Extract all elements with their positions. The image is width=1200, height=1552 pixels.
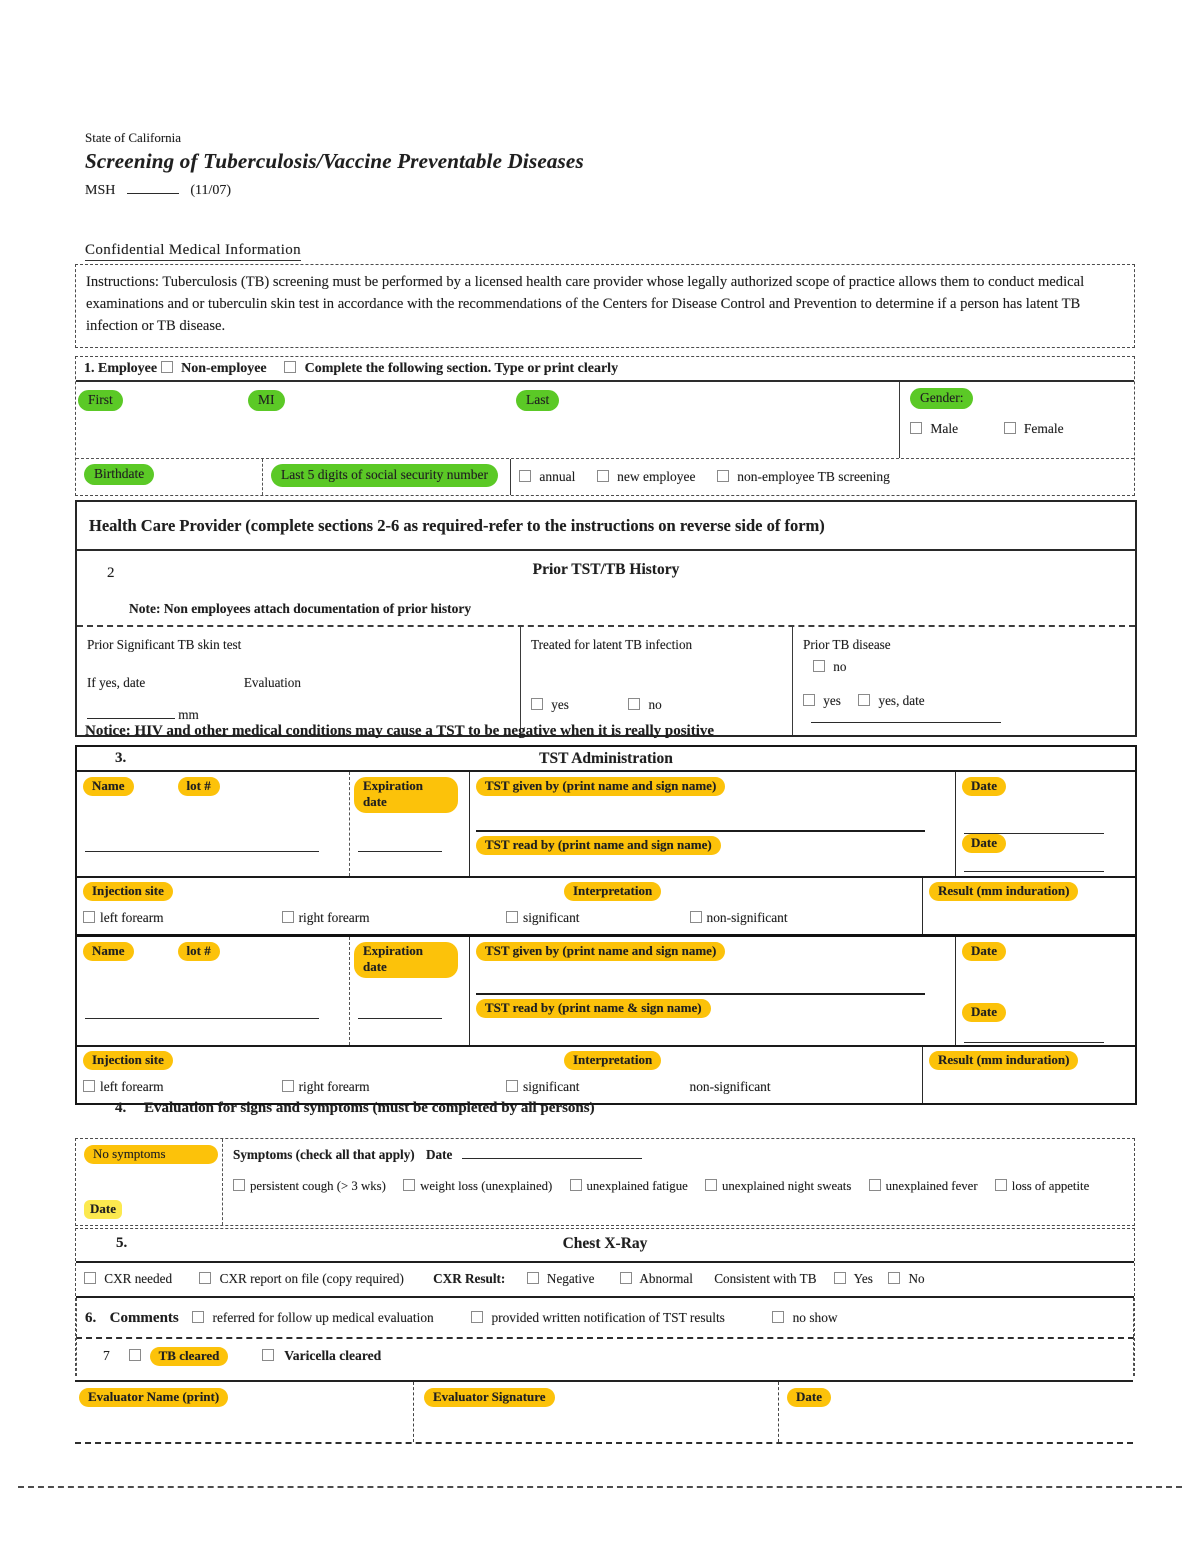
tst1-expiration-blank[interactable] (358, 838, 442, 852)
disease-yes-label: yes (823, 693, 841, 708)
comments-label: Comments (109, 1310, 179, 1326)
tst1-date-given-label: Date (962, 777, 1006, 796)
tst2-signature-rule (476, 993, 925, 995)
screening-type-cell (510, 459, 1134, 495)
tst1-date-read-label: Date (962, 834, 1006, 853)
section2-heading: Prior TST/TB History (532, 561, 680, 578)
tst1-result-cell (922, 878, 1135, 934)
checkbox-tst2-left-forearm[interactable] (83, 1080, 95, 1092)
tst1-date-read-blank[interactable] (964, 858, 1104, 872)
checkbox-tst2-significant[interactable] (506, 1080, 518, 1092)
form-number-line (85, 180, 584, 199)
tst2-givenby-cell (469, 937, 955, 1045)
section3-tst-box (75, 745, 1137, 1105)
tst2-dates-cell (955, 937, 1135, 1045)
birthdate-cell (76, 459, 262, 495)
tst-block2-injection-row (77, 1045, 1135, 1103)
cxr-needed-label: CXR needed (104, 1271, 173, 1286)
checkbox-male[interactable] (910, 422, 922, 434)
section2-note: Note: Non employees attach documentation of prior history (129, 601, 472, 616)
tst-block2-main (77, 934, 1135, 1045)
tst1-non-significant-label: non-significant (706, 910, 788, 925)
checkbox-appetite[interactable] (995, 1179, 1007, 1191)
checkbox-referred[interactable] (192, 1311, 204, 1323)
symptoms-date-blank[interactable] (462, 1145, 642, 1159)
tst2-expiration-cell (349, 937, 469, 1045)
checkbox-cxr-abnormal[interactable] (620, 1272, 632, 1284)
checkbox-cxr-report[interactable] (199, 1272, 211, 1284)
varicella-cleared-label: Varicella cleared (284, 1348, 382, 1363)
tst1-expiration-cell (349, 772, 469, 876)
prior-history-row (77, 627, 1135, 735)
checkbox-cxr-no[interactable] (888, 1272, 900, 1284)
tst2-significant-label: significant (523, 1079, 580, 1094)
checkbox-disease-yes[interactable] (803, 694, 815, 706)
checkbox-tst1-significant[interactable] (506, 911, 518, 923)
checkbox-non-employee-screening[interactable] (717, 470, 729, 482)
section1-body (76, 382, 1134, 458)
health-care-provider-box (75, 500, 1137, 737)
form-number-blank[interactable] (127, 180, 179, 194)
tst1-interpretation-cell (480, 878, 922, 934)
cxr-no-label: No (908, 1271, 925, 1286)
middle-initial-label: MI (248, 390, 285, 411)
cxr-yes-label: Yes (853, 1271, 873, 1286)
form-code: MSH (85, 183, 116, 198)
checkbox-cxr-needed[interactable] (84, 1272, 96, 1284)
last-name-label: Last (516, 390, 559, 411)
tst2-expiration-label: Expiration date (354, 942, 458, 978)
first-name-label: First (78, 390, 123, 411)
gender-options (910, 421, 1134, 437)
if-yes-date-label: If yes, date (87, 675, 146, 690)
tst1-lot-label: lot # (178, 777, 220, 796)
section4-heading: Evaluation for signs and symptoms (must be completed by all persons) (144, 1100, 595, 1116)
tst2-non-significant-label: non-significant (689, 1079, 771, 1094)
tst2-expiration-blank[interactable] (358, 1005, 442, 1019)
tst2-injection-cell (77, 1047, 480, 1103)
section5-number: 5. (116, 1235, 128, 1251)
new-employee-label: new employee (617, 469, 696, 484)
tst2-name-cell (77, 937, 349, 1045)
gender-label: Gender: (910, 388, 973, 409)
tst2-result-label: Result (mm induration) (929, 1051, 1078, 1070)
tst1-givenby-label: TST given by (print name and sign name) (476, 777, 725, 796)
disease-no-label: no (833, 659, 847, 674)
checkbox-provided-notification[interactable] (471, 1311, 483, 1323)
evaluator-signature-cell (413, 1382, 778, 1442)
tst2-readby-label: TST read by (print name & sign name) (476, 999, 711, 1018)
tst2-left-forearm-label: left forearm (100, 1079, 164, 1094)
tst1-dates-cell (955, 772, 1135, 876)
evaluator-row (75, 1380, 1133, 1444)
section4-number: 4. (115, 1100, 127, 1116)
tst2-interpretation-label: Interpretation (564, 1051, 661, 1070)
section2-number: 2 (107, 565, 115, 581)
checkbox-varicella-cleared[interactable] (262, 1349, 274, 1361)
tst2-injection-label: Injection site (83, 1051, 173, 1070)
checkbox-tst1-right-forearm[interactable] (282, 911, 294, 923)
checkbox-night-sweats[interactable] (705, 1179, 717, 1191)
scan-artifact-line (18, 1486, 1182, 1488)
form-title: Screening of Tuberculosis/Vaccine Preventable Diseases (85, 149, 584, 173)
checkbox-cxr-negative[interactable] (527, 1272, 539, 1284)
section1-row2 (76, 458, 1134, 495)
tst1-name-cell (77, 772, 349, 876)
evaluation-label: Evaluation (243, 675, 301, 690)
checkbox-weight-loss[interactable] (403, 1179, 415, 1191)
tst1-interpretation-label: Interpretation (564, 882, 661, 901)
section7-number: 7 (103, 1348, 110, 1363)
checkbox-annual[interactable] (519, 470, 531, 482)
section6-number: 6. (85, 1310, 97, 1326)
section2-prior-history (77, 551, 1135, 627)
provider-title: Health Care Provider (complete sections 2-6 as required-refer to the instructions on reverse side of form) (77, 502, 1135, 551)
symptom-cough-label: persistent cough (> 3 wks) (250, 1179, 386, 1193)
symptom-night-sweats-label: unexplained night sweats (721, 1179, 852, 1193)
tst2-name-blank[interactable] (85, 1005, 319, 1019)
non-employee-screening-label: non-employee TB screening (737, 469, 890, 484)
tst2-right-forearm-label: right forearm (298, 1079, 370, 1094)
tst2-result-cell (922, 1047, 1135, 1103)
checkbox-non-employee[interactable] (284, 361, 296, 373)
prior-disease-cell (792, 627, 1135, 735)
birthdate-label: Birthdate (84, 464, 154, 485)
treated-latent-cell (520, 627, 792, 735)
instructions-text: Instructions: Tuberculosis (TB) screening must be performed by a licensed health care provider whose legally authorized scope of practice allows them to conduct medical examinations and or tuberculin skin test in accordance with the recommendations of the Centers for Disease Control and Prevention to determine if a person has latent TB infection or TB disease. (86, 274, 1085, 334)
disease-yes-date-label: yes, date (878, 693, 925, 708)
symptom-weight-loss-label: weight loss (unexplained) (420, 1179, 553, 1193)
referred-label: referred for follow up medical evaluation (212, 1310, 434, 1325)
tst1-injection-cell (77, 878, 480, 934)
checkbox-female[interactable] (1004, 422, 1016, 434)
cxr-report-label: CXR report on file (copy required) (219, 1271, 404, 1286)
checkbox-tst1-left-forearm[interactable] (83, 911, 95, 923)
tst1-date-given-blank[interactable] (964, 820, 1104, 834)
hiv-notice: Notice: HIV and other medical conditions may cause a TST to be negative when it is really positive (85, 723, 715, 739)
treated-label: Treated for latent TB infection (531, 637, 693, 652)
tst-block1-injection-row (77, 876, 1135, 934)
section5-chest-xray-box (75, 1228, 1135, 1376)
tst1-givenby-cell (469, 772, 955, 876)
symptoms-label: Symptoms (check all that apply) (233, 1147, 415, 1162)
section1-employee-box (75, 356, 1135, 496)
tst2-name-label: Name (83, 942, 134, 961)
tst2-date-given-label: Date (962, 942, 1006, 961)
treated-no-label: no (648, 697, 662, 712)
state-label: State of California (85, 130, 182, 145)
checkbox-no-show[interactable] (772, 1311, 784, 1323)
checkbox-disease-yes-date[interactable] (858, 694, 870, 706)
symptoms-date-label: Date (426, 1147, 453, 1162)
male-label: Male (930, 421, 959, 436)
cxr-options-row (76, 1261, 1134, 1298)
tst1-name-blank[interactable] (85, 838, 319, 852)
non-employee-label: Non-employee (181, 361, 267, 376)
tb-cleared-label: TB cleared (150, 1347, 229, 1366)
section4-header (115, 1100, 595, 1117)
checkbox-disease-no[interactable] (813, 660, 825, 672)
checkbox-new-employee[interactable] (597, 470, 609, 482)
cxr-negative-label: Negative (546, 1271, 595, 1286)
provided-notification-label: provided written notification of TST results (491, 1310, 725, 1325)
tst1-readby-label: TST read by (print name and sign name) (476, 836, 721, 855)
ssn-label: Last 5 digits of social security number (271, 464, 498, 487)
tst2-givenby-label: TST given by (print name and sign name) (476, 942, 725, 961)
form-header (85, 130, 584, 199)
checkbox-tb-cleared[interactable] (129, 1349, 141, 1361)
tst1-name-label: Name (83, 777, 134, 796)
evaluator-date-cell (778, 1382, 1133, 1442)
evaluator-name-cell (75, 1382, 413, 1442)
checkbox-fever[interactable] (869, 1179, 881, 1191)
tst1-injection-label: Injection site (83, 882, 173, 901)
section7-cleared-row (76, 1337, 1134, 1376)
checkbox-persistent-cough[interactable] (233, 1179, 245, 1191)
tst1-expiration-label: Expiration date (354, 777, 458, 813)
tst2-date-read-label: Date (962, 1003, 1006, 1022)
tst2-interpretation-cell (480, 1047, 922, 1103)
checkbox-treated-no[interactable] (628, 698, 640, 710)
symptom-appetite-label: loss of appetite (1011, 1179, 1090, 1193)
prior-skin-test-cell (77, 627, 520, 735)
annual-label: annual (539, 469, 576, 484)
section5-heading: Chest X-Ray (562, 1235, 648, 1252)
section4-symptoms-box (75, 1138, 1135, 1226)
section3-header (77, 747, 1135, 772)
no-symptoms-cell (76, 1139, 222, 1225)
tst-block1-main (77, 772, 1135, 876)
tst1-right-forearm-label: right forearm (298, 910, 370, 925)
tst2-lot-label: lot # (178, 942, 220, 961)
name-fields-cell (76, 382, 899, 458)
cxr-consistent-label: Consistent with TB (714, 1271, 817, 1286)
section3-heading: TST Administration (539, 750, 673, 767)
checkbox-employee[interactable] (161, 361, 173, 373)
confidential-heading: Confidential Medical Information (85, 242, 301, 261)
tst2-date-read-blank[interactable] (964, 1029, 1104, 1043)
tst1-left-forearm-label: left forearm (100, 910, 164, 925)
mm-label: mm (178, 707, 199, 722)
no-symptoms-date-label: Date (84, 1200, 122, 1219)
gender-cell (899, 382, 1134, 458)
cxr-result-label: CXR Result: (433, 1271, 506, 1286)
instructions-box (75, 264, 1135, 348)
checkbox-treated-yes[interactable] (531, 698, 543, 710)
no-symptoms-label: No symptoms (84, 1145, 218, 1164)
symptoms-cell (222, 1139, 1134, 1225)
prior-disease-label: Prior TB disease (803, 637, 891, 652)
form-revision: (11/07) (190, 183, 232, 198)
section6-comments-row (76, 1298, 1134, 1337)
female-label: Female (1023, 421, 1064, 436)
employee-label: 1. Employee (84, 361, 158, 376)
section1-header (76, 357, 1134, 382)
treated-yes-label: yes (551, 697, 569, 712)
symptom-fatigue-label: unexplained fatigue (586, 1179, 688, 1193)
checkbox-cxr-yes[interactable] (834, 1272, 846, 1284)
no-show-label: no show (792, 1310, 838, 1325)
prior-test-label: Prior Significant TB skin test (87, 637, 242, 652)
ssn-cell (262, 459, 510, 495)
prior-date-blank[interactable] (87, 705, 175, 719)
tst1-significant-label: significant (523, 910, 580, 925)
checkbox-tst1-non-significant[interactable] (690, 911, 702, 923)
section1-instruction: Complete the following section. Type or print clearly (304, 361, 619, 376)
disease-date-blank[interactable] (811, 709, 1001, 723)
checkbox-tst2-right-forearm[interactable] (282, 1080, 294, 1092)
tst1-signature-rule (476, 830, 925, 832)
tst1-result-label: Result (mm induration) (929, 882, 1078, 901)
cxr-abnormal-label: Abnormal (639, 1271, 693, 1286)
symptom-fever-label: unexplained fever (885, 1179, 978, 1193)
checkbox-fatigue[interactable] (570, 1179, 582, 1191)
evaluator-name-label: Evaluator Name (print) (79, 1388, 228, 1407)
evaluator-date-label: Date (787, 1388, 831, 1407)
section3-number: 3. (115, 750, 127, 766)
section5-header (76, 1229, 1134, 1261)
evaluator-signature-label: Evaluator Signature (424, 1388, 555, 1407)
